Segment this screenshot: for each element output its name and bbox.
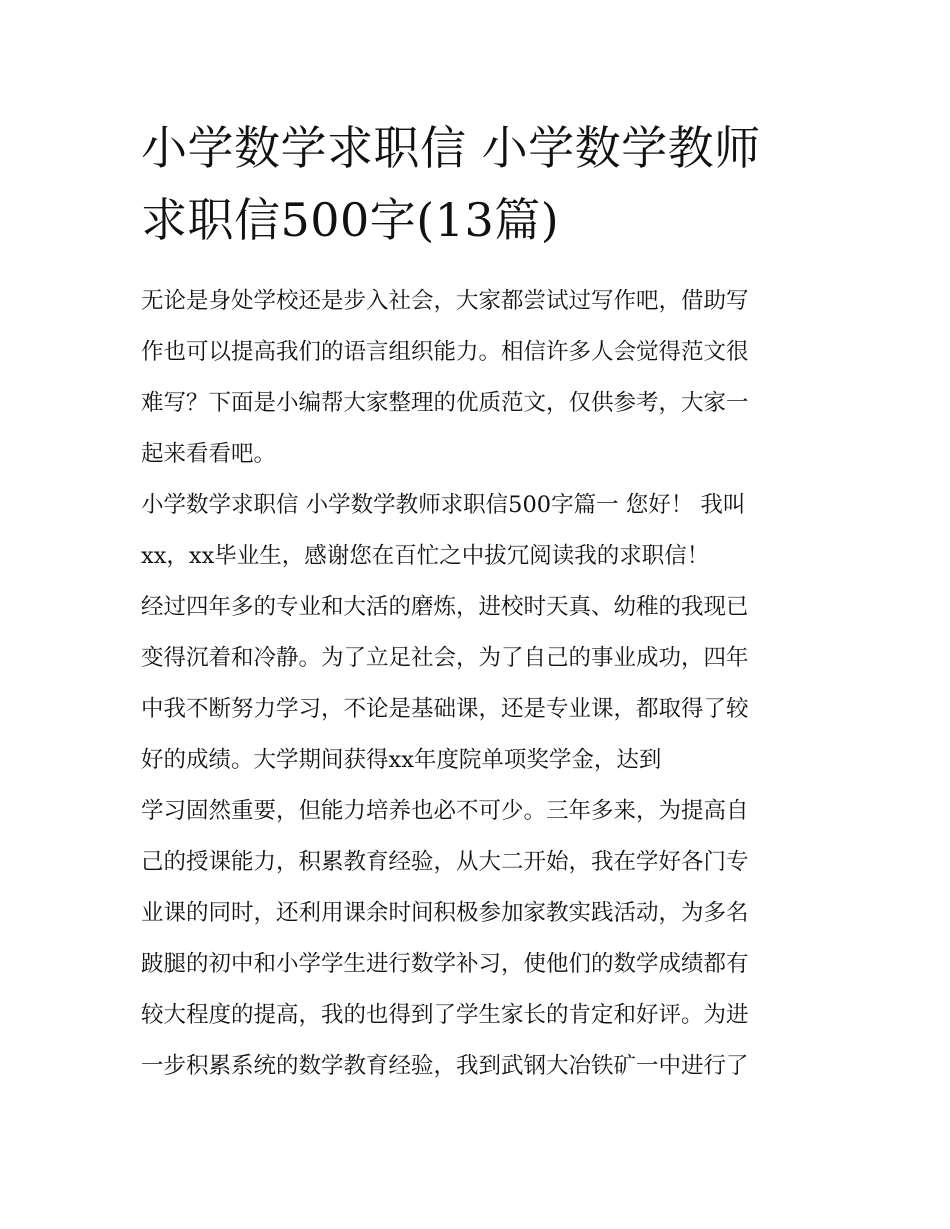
intro-paragraph: [141, 276, 813, 480]
text-line: 己的授课能力，积累教育经验，从大二开始，我在学好各门专: [141, 849, 749, 875]
text-line: 经过四年多的专业和大活的磨炼，进校时天真、幼稚的我现已: [141, 594, 749, 620]
text-line: 跛腿的初中和小学学生进行数学补习，使他们的数学成绩都有: [141, 951, 749, 977]
greeting-paragraph: [141, 480, 813, 582]
text-line: 较大程度的提高，我的也得到了学生家长的肯定和好评。为进: [141, 1002, 749, 1028]
document-body: [141, 276, 813, 1092]
text-line: 中我不断努力学习，不论是基础课，还是专业课，都取得了较: [141, 696, 749, 722]
text-line: 无论是身处学校还是步入社会，大家都尝试过写作吧，借助写: [141, 288, 749, 314]
document-title: [141, 112, 813, 256]
text-line: 变得沉着和冷静。为了立足社会，为了自己的事业成功，四年: [141, 645, 749, 671]
text-line: 业课的同时，还利用课余时间积极参加家教实践活动，为多名: [141, 900, 749, 926]
text-line: 小学数学求职信 小学数学教师求职信500字篇一 您好！ 我叫: [141, 492, 746, 518]
text-line: 学习固然重要，但能力培养也必不可少。三年多来，为提高自: [141, 798, 749, 824]
text-line: 难写？下面是小编帮大家整理的优质范文，仅供参考，大家一: [141, 390, 749, 416]
ability-paragraph: [141, 786, 813, 1092]
text-line: 作也可以提高我们的语言组织能力。相信许多人会觉得范文很: [141, 339, 749, 365]
experience-paragraph: [141, 582, 813, 786]
title-line-2: 求职信500字(13篇): [141, 193, 560, 247]
text-line: 一步积累系统的数学教育经验，我到武钢大冶铁矿一中进行了: [141, 1053, 749, 1079]
title-line-1: 小学数学求职信 小学数学教师: [141, 121, 761, 175]
text-line: xx，xx毕业生，感谢您在百忙之中拔冗阅读我的求职信！: [141, 543, 710, 569]
document-page: [141, 112, 813, 1092]
text-line: 起来看看吧。: [141, 441, 277, 467]
text-line: 好的成绩。大学期间获得xx年度院单项奖学金，达到: [141, 747, 662, 773]
